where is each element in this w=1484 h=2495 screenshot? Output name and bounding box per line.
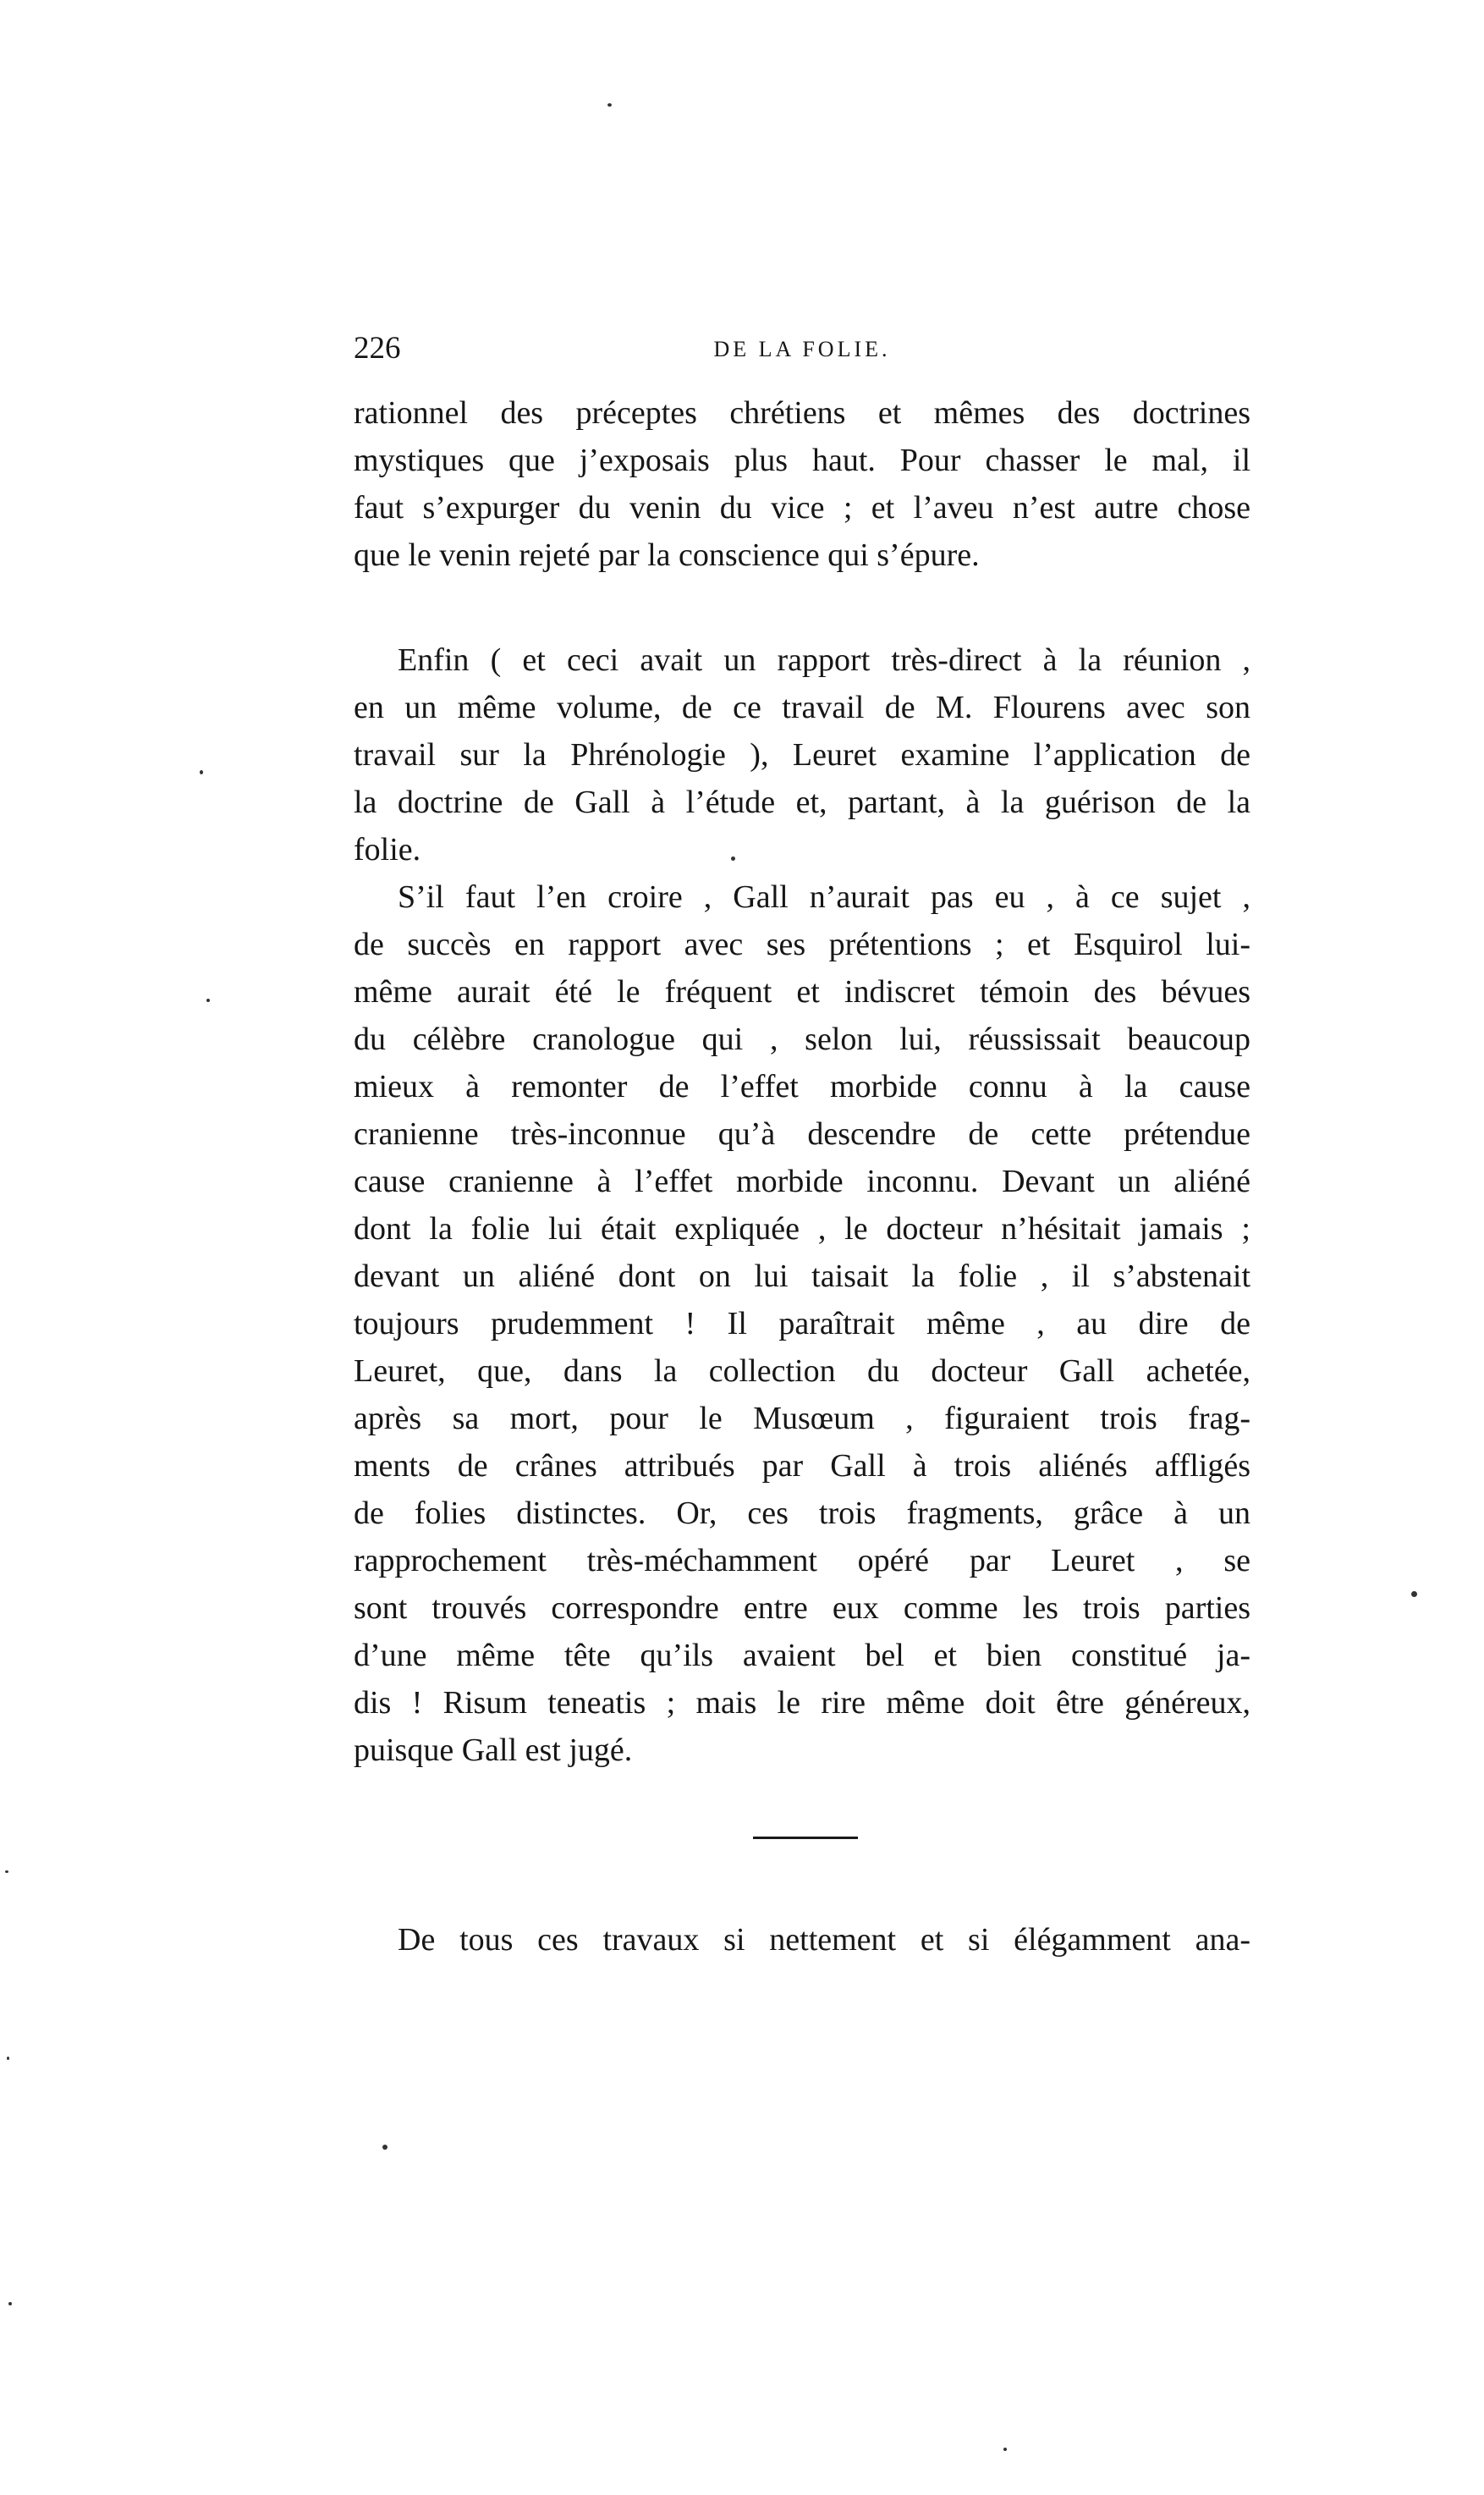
page-header bbox=[354, 330, 1250, 372]
text-line: de succès en rapport avec ses prétentions ; et Esquirol lui- bbox=[354, 927, 1250, 962]
text-line: mystiques que j’exposais plus haut. Pour chasser le mal, il bbox=[354, 443, 1250, 478]
text-line: après sa mort, pour le Musœum , figuraient trois frag- bbox=[354, 1401, 1250, 1436]
text-line: dont la folie lui était expliquée , le docteur n’hésitait jamais ; bbox=[354, 1211, 1250, 1247]
scan-speck bbox=[200, 770, 203, 774]
text-line: rapprochement très-méchamment opéré par Leuret , se bbox=[354, 1543, 1250, 1578]
text-line: d’une même tête qu’ils avaient bel et bien constitué ja- bbox=[354, 1638, 1250, 1673]
running-title: DE LA FOLIE. bbox=[713, 337, 891, 361]
text-line: Enfin ( et ceci avait un rapport très-direct à la réunion , bbox=[398, 642, 1250, 678]
text-line: de folies distinctes. Or, ces trois fragments, grâce à un bbox=[354, 1495, 1250, 1531]
scan-speck bbox=[607, 103, 612, 107]
text-line: ments de crânes attribués par Gall à trois aliénés affligés bbox=[354, 1448, 1250, 1484]
text-line: sont trouvés correspondre entre eux comme les trois parties bbox=[354, 1590, 1250, 1626]
text-line: même aurait été le fréquent et indiscret témoin des bévues bbox=[354, 974, 1250, 1010]
text-line: toujours prudemment ! Il paraîtrait même , au dire de bbox=[354, 1306, 1250, 1341]
text-line: folie. bbox=[354, 832, 421, 867]
text-line: que le venin rejeté par la conscience qui s’épure. bbox=[354, 537, 980, 573]
scan-speck bbox=[8, 2302, 12, 2305]
section-divider bbox=[753, 1837, 858, 1839]
page-number: 226 bbox=[354, 331, 401, 366]
text-line: du célèbre cranologue qui , selon lui, réussissait beaucoup bbox=[354, 1022, 1250, 1057]
scan-speck bbox=[1003, 2448, 1007, 2451]
text-line: dis ! Risum teneatis ; mais le rire même doit être généreux, bbox=[354, 1685, 1250, 1721]
scan-speck bbox=[5, 1870, 8, 1873]
text-line: De tous ces travaux si nettement et si élégamment ana- bbox=[398, 1922, 1250, 1958]
text-line: cause cranienne à l’effet morbide inconnu. Devant un aliéné bbox=[354, 1164, 1250, 1199]
scan-speck bbox=[206, 999, 210, 1002]
text-line: devant un aliéné dont on lui taisait la folie , il s’abstenait bbox=[354, 1259, 1250, 1294]
text-line: rationnel des préceptes chrétiens et mêmes des doctrines bbox=[354, 395, 1250, 431]
text-line: la doctrine de Gall à l’étude et, partant, à la guérison de la bbox=[354, 785, 1250, 820]
text-line: Leuret, que, dans la collection du docteur Gall achetée, bbox=[354, 1353, 1250, 1389]
scan-speck bbox=[1411, 1591, 1417, 1597]
scan-speck bbox=[731, 856, 735, 861]
scan-speck bbox=[382, 2145, 387, 2150]
text-line: puisque Gall est jugé. bbox=[354, 1732, 633, 1768]
text-line: travail sur la Phrénologie ), Leuret examine l’application de bbox=[354, 737, 1250, 773]
text-line: en un même volume, de ce travail de M. Flourens avec son bbox=[354, 690, 1250, 725]
text-line: mieux à remonter de l’effet morbide connu à la cause bbox=[354, 1069, 1250, 1104]
text-line: faut s’expurger du venin du vice ; et l’aveu n’est autre chose bbox=[354, 490, 1250, 526]
text-line: S’il faut l’en croire , Gall n’aurait pas eu , à ce sujet , bbox=[398, 879, 1250, 915]
text-line: cranienne très-inconnue qu’à descendre de cette prétendue bbox=[354, 1116, 1250, 1152]
scan-speck bbox=[7, 2057, 9, 2060]
